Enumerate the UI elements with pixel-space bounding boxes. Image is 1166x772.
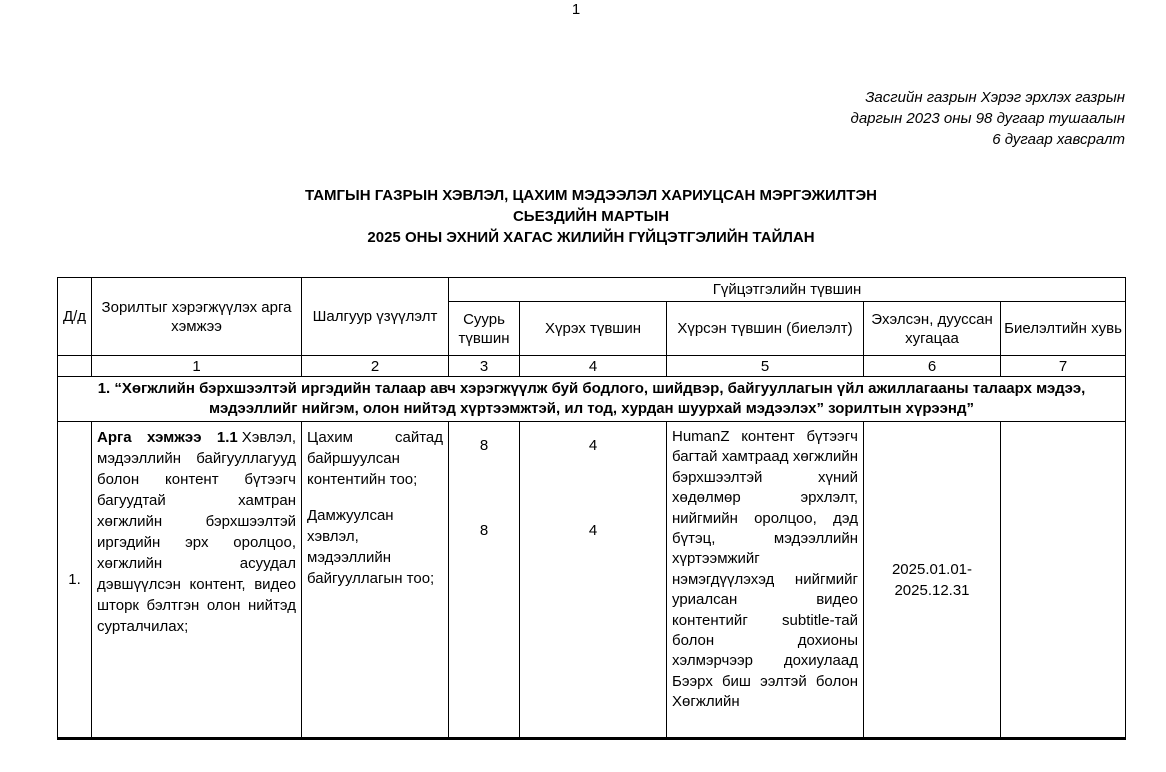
appendix-line-2: даргын 2023 оны 98 дугаар тушаалын bbox=[850, 110, 1125, 127]
target-value-1: 4 bbox=[588, 437, 598, 454]
row-index: 1. bbox=[58, 422, 92, 739]
report-title-line-1: ТАМГЫН ГАЗРЫН ХЭВЛЭЛ, ЦАХИМ МЭДЭЭЛЭЛ ХАРИУЦСАН МЭРГЭЖИЛТЭН bbox=[305, 187, 877, 204]
header-period: Эхэлсэн, дууссан хугацаа bbox=[864, 302, 1001, 356]
header-indicator: Шалгуур үзүүлэлт bbox=[302, 278, 449, 356]
header-dd: Д/д bbox=[58, 278, 92, 356]
indicator-item-1: Цахим сайтад байршуулсан контентийн тоо; bbox=[307, 429, 443, 488]
indicator-list bbox=[307, 427, 443, 730]
target-level-cell bbox=[520, 422, 667, 739]
column-number-2: 2 bbox=[302, 356, 449, 377]
section-title: 1. “Хөгжлийн бэрхшээлтэй иргэдийн талаар авч хэрэгжүүлж буй бодлого, шийдвэр, байгууллагын үйл ажиллагааны талаарх мэдээ, мэдээллийг нийгэм, олон нийтэд хүртээмжтэй, ил тод, хурдан шуурхай мэдээлэх” зорилтын хүрээнд” bbox=[58, 377, 1126, 422]
appendix-line-1: Засгийн газрын Хэрэг эрхлэх газрын bbox=[865, 89, 1125, 106]
reached-paragraph: HumanZ контент бүтээгч багтай хамтраад хөгжлийн бэрхшээлтэй хүний хөдөлмөр эрхлэлт, нийгмийн оролцоо, дэд бүтэц, мэдээллийн хүртээмжийг нэмэгдүүлэхэд нийгмийг уриалсан видео контентийг subtitle-тай болон дохионы хэлмэрчээр дохиулаад Бээрх биш ээлтэй болон Хөгжлийн bbox=[672, 428, 858, 711]
indicator-item-2: Дамжуулсан хэвлэл, мэдээллийн байгууллагын тоо; bbox=[307, 507, 435, 587]
header-base-level: Суурь түвшин bbox=[449, 302, 520, 356]
header-measure: Зорилтыг хэрэгжүүлэх арга хэмжээ bbox=[92, 278, 302, 356]
report-title-line-3: 2025 ОНЫ ЭХНИЙ ХАГАС ЖИЛИЙН ГҮЙЦЭТГЭЛИЙН ТАЙЛАН bbox=[367, 229, 815, 246]
appendix-line-3: 6 дугаар хавсралт bbox=[992, 131, 1125, 148]
column-number-empty bbox=[58, 356, 92, 377]
column-number-5: 5 bbox=[667, 356, 864, 377]
percent-cell bbox=[1001, 422, 1126, 739]
target-value-2: 4 bbox=[588, 522, 598, 539]
page-number: 1 bbox=[571, 1, 581, 18]
header-percent: Биелэлтийн хувь bbox=[1001, 302, 1126, 356]
header-target-level: Хүрэх түвшин bbox=[520, 302, 667, 356]
column-number-1: 1 bbox=[92, 356, 302, 377]
report-title bbox=[57, 185, 1125, 248]
indicator-cell bbox=[302, 422, 449, 739]
column-number-4: 4 bbox=[520, 356, 667, 377]
measure-paragraph bbox=[97, 427, 296, 730]
measure-text: Хэвлэл, мэдээллийн байгууллагууд болон контент бүтээгч багуудтай хамтран хөгжлийн бэрхшээлтэй иргэдийн эрх оролцоо, хөгжлийн асуудал дэвшүүлсэн контент, видео шторк бэлтгэн олон нийтэд сурталчилах; bbox=[97, 429, 296, 635]
column-number-6: 6 bbox=[864, 356, 1001, 377]
report-title-line-2: СЬЕЗДИЙН МАРТЫН bbox=[512, 208, 670, 225]
column-number-3: 3 bbox=[449, 356, 520, 377]
performance-table bbox=[57, 277, 1126, 740]
base-value-1: 8 bbox=[479, 437, 489, 454]
column-number-7: 7 bbox=[1001, 356, 1126, 377]
appendix-note bbox=[851, 87, 1125, 150]
measure-lead-bold: Арга хэмжээ 1.1 bbox=[97, 429, 238, 446]
header-performance-group: Гүйцэтгэлийн түвшин bbox=[449, 278, 1126, 302]
base-level-cell bbox=[449, 422, 520, 739]
period-cell: 2025.01.01-2025.12.31 bbox=[864, 422, 1001, 739]
header-reached-level: Хүрсэн түвшин (биелэлт) bbox=[667, 302, 864, 356]
base-value-2: 8 bbox=[479, 522, 489, 539]
reached-level-cell bbox=[667, 422, 864, 739]
measure-cell bbox=[92, 422, 302, 739]
